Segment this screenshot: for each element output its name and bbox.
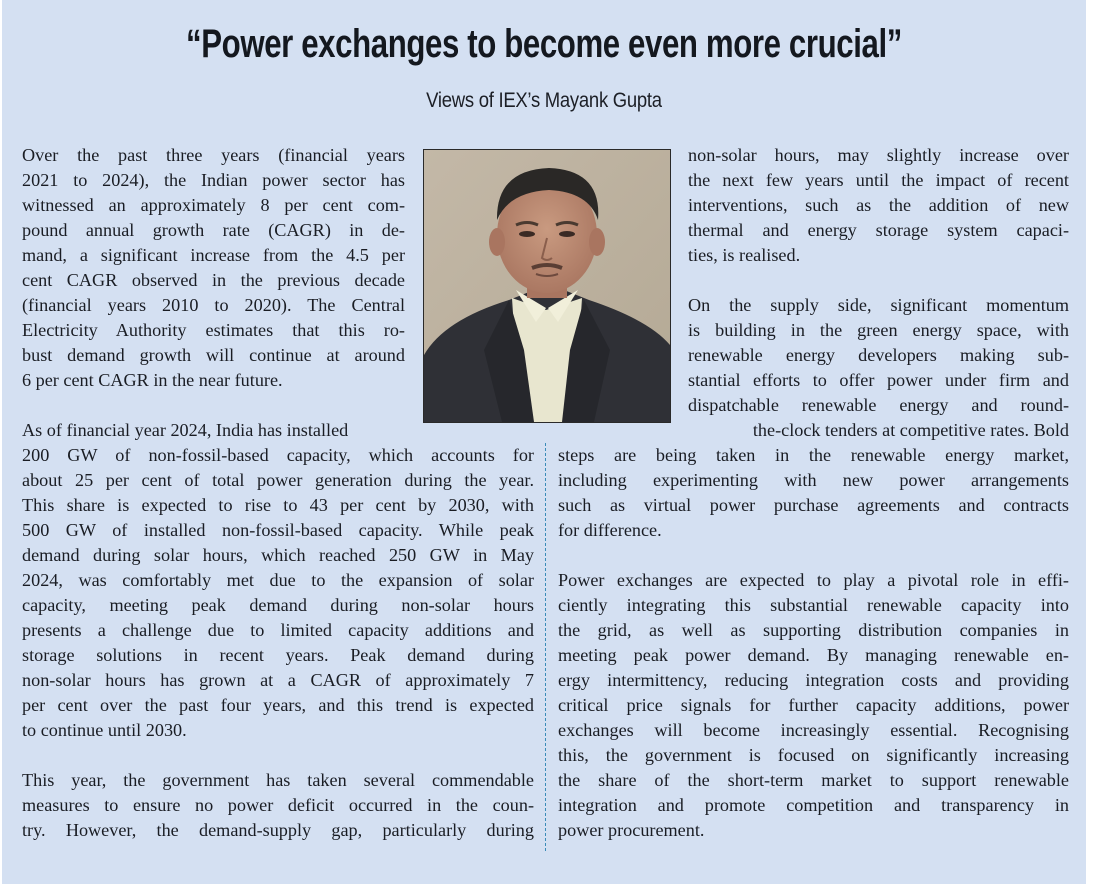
text-line: the grid, as well as supporting distribution companies in bbox=[558, 620, 1069, 640]
paragraph-1 bbox=[22, 143, 405, 393]
text-line: the share of the short-term market to support renewable bbox=[558, 770, 1069, 790]
person-portrait-icon bbox=[424, 150, 670, 422]
text-line: 6 per cent CAGR in the near future. bbox=[22, 370, 283, 390]
text-line: per cent over the past four years, and this trend is expected bbox=[22, 695, 534, 715]
text-line: pound annual growth rate (CAGR) in de- bbox=[22, 220, 405, 240]
text-line: capacity, meeting peak demand during non-solar hours bbox=[22, 595, 534, 615]
text-line: the-clock tenders at competitive rates. Bold bbox=[752, 420, 1069, 440]
article-headline: “Power exchanges to become even more crucial” bbox=[186, 22, 902, 66]
text-line: presents a challenge due to limited capacity additions and bbox=[22, 620, 534, 640]
paragraph-4-5 bbox=[558, 443, 1069, 843]
text-line: such as virtual power purchase agreements and contracts bbox=[558, 495, 1069, 515]
text-line: mand, a significant increase from the 4.5 per bbox=[22, 245, 405, 265]
text-line: ciently integrating this substantial renewable capacity into bbox=[558, 595, 1069, 615]
text-line: demand during solar hours, which reached 250 GW in May bbox=[22, 545, 534, 565]
text-line: This year, the government has taken several commendable bbox=[22, 770, 534, 790]
text-line: As of financial year 2024, India has installed bbox=[22, 420, 349, 440]
portrait-photo bbox=[423, 149, 671, 423]
text-line: Electricity Authority estimates that this ro- bbox=[22, 320, 405, 340]
text-line: for difference. bbox=[558, 520, 662, 540]
text-line: bust demand growth will continue at around bbox=[22, 345, 405, 365]
text-line: interventions, such as the addition of new bbox=[688, 195, 1069, 215]
article-panel bbox=[2, 0, 1086, 884]
text-line: power procurement. bbox=[558, 820, 705, 840]
text-line: 200 GW of non-fossil-based capacity, which accounts for bbox=[22, 445, 534, 465]
text-line: 500 GW of installed non-fossil-based capacity. While peak bbox=[22, 520, 534, 540]
text-line: thermal and energy storage system capaci- bbox=[688, 220, 1069, 240]
text-line: 2024, was comfortably met due to the expansion of solar bbox=[22, 570, 534, 590]
text-line: measures to ensure no power deficit occurred in the coun- bbox=[22, 795, 534, 815]
text-line: exchanges will become increasingly essential. Recognising bbox=[558, 720, 1069, 740]
text-line: witnessed an approximately 8 per cent com- bbox=[22, 195, 405, 215]
text-line: to continue until 2030. bbox=[22, 720, 187, 740]
text-line: ties, is realised. bbox=[688, 245, 801, 265]
paragraph-3-continued bbox=[688, 143, 1069, 443]
text-line: non-solar hours, may slightly increase over bbox=[688, 145, 1069, 165]
text-line: integration and promote competition and transparency in bbox=[558, 795, 1069, 815]
text-line: On the supply side, significant momentum bbox=[688, 295, 1069, 315]
text-line: cent CAGR observed in the previous decade bbox=[22, 270, 405, 290]
text-line: storage solutions in recent years. Peak demand during bbox=[22, 645, 534, 665]
text-line: non-solar hours has grown at a CAGR of approximately 7 bbox=[22, 670, 534, 690]
text-line: meeting peak power demand. By managing renewable en- bbox=[558, 645, 1069, 665]
text-line: about 25 per cent of total power generation during the year. bbox=[22, 470, 534, 490]
text-line: critical price signals for further capacity additions, power bbox=[558, 695, 1069, 715]
text-line: is building in the green energy space, with bbox=[688, 320, 1069, 340]
text-line: This share is expected to rise to 43 per cent by 2030, with bbox=[22, 495, 534, 515]
text-line: dispatchable renewable energy and round- bbox=[688, 395, 1069, 415]
column-divider bbox=[545, 443, 546, 851]
text-line: try. However, the demand-supply gap, particularly during bbox=[22, 820, 534, 840]
text-line: stantial efforts to offer power under firm and bbox=[688, 370, 1069, 390]
text-line: the next few years until the impact of recent bbox=[688, 170, 1069, 190]
text-line: (financial years 2010 to 2020). The Central bbox=[22, 295, 405, 315]
text-line: 2021 to 2024), the Indian power sector has bbox=[22, 170, 405, 190]
text-line: renewable energy developers making sub- bbox=[688, 345, 1069, 365]
text-line: this, the government is focused on significantly increasing bbox=[558, 745, 1069, 765]
article-subheadline: Views of IEX’s Mayank Gupta bbox=[426, 89, 662, 112]
text-line: steps are being taken in the renewable energy market, bbox=[558, 445, 1069, 465]
paragraph-2 bbox=[22, 418, 534, 843]
text-line: ergy intermittency, reducing integration costs and providing bbox=[558, 670, 1069, 690]
text-line: Over the past three years (financial years bbox=[22, 145, 405, 165]
text-line: Power exchanges are expected to play a pivotal role in effi- bbox=[558, 570, 1069, 590]
text-line: including experimenting with new power arrangements bbox=[558, 470, 1069, 490]
